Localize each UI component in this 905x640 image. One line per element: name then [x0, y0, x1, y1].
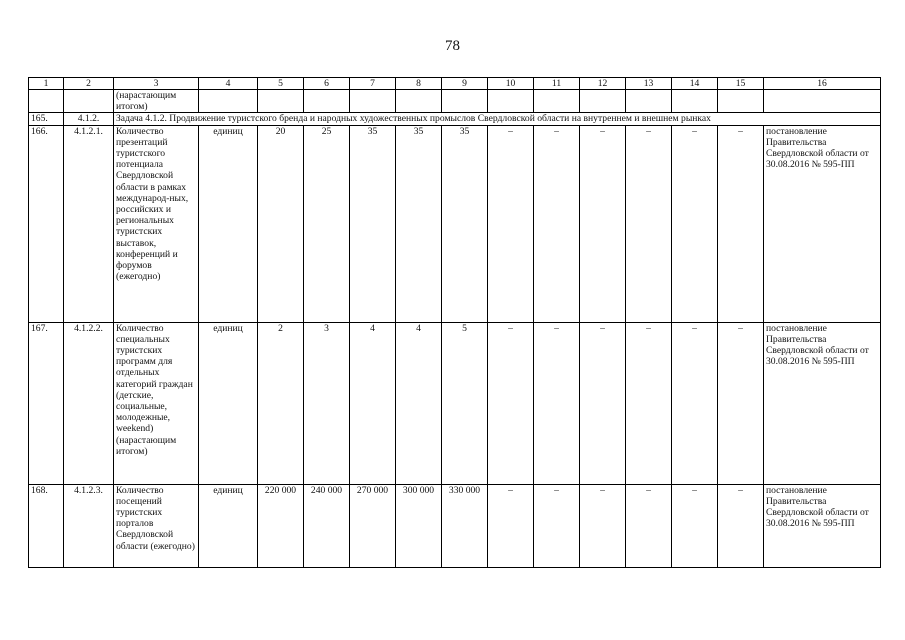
column-header: 4	[199, 78, 258, 90]
value-cell: –	[580, 484, 626, 567]
value-cell: 35	[350, 125, 396, 322]
column-header: 13	[626, 78, 672, 90]
indicator-text: (нарастающим итогом)	[114, 90, 199, 113]
row-number: 167.	[29, 322, 64, 484]
row-code: 4.1.2.1.	[64, 125, 114, 322]
value-cell: 240 000	[304, 484, 350, 567]
column-header: 12	[580, 78, 626, 90]
row-number: 168.	[29, 484, 64, 567]
unit-cell: единиц	[199, 125, 258, 322]
value-cell: –	[672, 322, 718, 484]
value-cell: –	[718, 484, 764, 567]
row-number: 166.	[29, 125, 64, 322]
value-cell: 270 000	[350, 484, 396, 567]
column-header: 9	[442, 78, 488, 90]
row-number: 165.	[29, 113, 64, 125]
value-cell: –	[488, 125, 534, 322]
indicator-text: Количество специальных туристских программ для отдельных категорий граждан (детские, социальные, молодежные, weekend) (нарастающим итогом)	[114, 322, 199, 484]
value-cell: 2	[258, 322, 304, 484]
source-cell: постановление Правительства Свердловской области от 30.08.2016 № 595-ПП	[764, 484, 881, 567]
table-row	[29, 125, 881, 322]
task-title: Задача 4.1.2. Продвижение туристского бренда и народных художественных промыслов Свердловской области на внутреннем и внешнем рынках	[114, 113, 881, 125]
value-cell: –	[626, 484, 672, 567]
value-cell: –	[626, 125, 672, 322]
value-cell: –	[718, 125, 764, 322]
value-cell: –	[626, 322, 672, 484]
value-cell: –	[534, 484, 580, 567]
column-header: 14	[672, 78, 718, 90]
column-header: 1	[29, 78, 64, 90]
value-cell: –	[672, 125, 718, 322]
value-cell: –	[672, 484, 718, 567]
indicator-text: Количество посещений туристских порталов Свердловской области (ежегодно)	[114, 484, 199, 567]
column-header: 16	[764, 78, 881, 90]
task-row	[29, 113, 881, 125]
column-header: 7	[350, 78, 396, 90]
page-number: 78	[445, 38, 460, 54]
value-cell: –	[488, 484, 534, 567]
column-header: 3	[114, 78, 199, 90]
unit-cell: единиц	[199, 322, 258, 484]
value-cell: 300 000	[396, 484, 442, 567]
source-cell: постановление Правительства Свердловской области от 30.08.2016 № 595-ПП	[764, 322, 881, 484]
value-cell: –	[718, 322, 764, 484]
column-header: 2	[64, 78, 114, 90]
value-cell: 4	[396, 322, 442, 484]
value-cell: 3	[304, 322, 350, 484]
value-cell: 35	[396, 125, 442, 322]
column-header: 10	[488, 78, 534, 90]
column-header: 6	[304, 78, 350, 90]
column-header: 8	[396, 78, 442, 90]
unit-cell: единиц	[199, 484, 258, 567]
value-cell: –	[580, 125, 626, 322]
column-header: 11	[534, 78, 580, 90]
column-header: 15	[718, 78, 764, 90]
value-cell: 4	[350, 322, 396, 484]
row-code: 4.1.2.2.	[64, 322, 114, 484]
row-code: 4.1.2.	[64, 113, 114, 125]
table-row	[29, 484, 881, 567]
value-cell: 35	[442, 125, 488, 322]
table-row	[29, 322, 881, 484]
value-cell: 25	[304, 125, 350, 322]
source-cell: постановление Правительства Свердловской области от 30.08.2016 № 595-ПП	[764, 125, 881, 322]
value-cell: –	[580, 322, 626, 484]
value-cell: –	[534, 322, 580, 484]
value-cell: 330 000	[442, 484, 488, 567]
indicator-text: Количество презентаций туристского потенциала Свердловской области в рамках международ-ных, российских и региональных туристских выставок, конференций и форумов (ежегодно)	[114, 125, 199, 322]
value-cell: 5	[442, 322, 488, 484]
header-row	[29, 78, 881, 90]
value-cell: –	[488, 322, 534, 484]
value-cell: 220 000	[258, 484, 304, 567]
indicators-table	[28, 77, 881, 568]
continuation-row	[29, 90, 881, 113]
row-code: 4.1.2.3.	[64, 484, 114, 567]
value-cell: 20	[258, 125, 304, 322]
value-cell: –	[534, 125, 580, 322]
column-header: 5	[258, 78, 304, 90]
